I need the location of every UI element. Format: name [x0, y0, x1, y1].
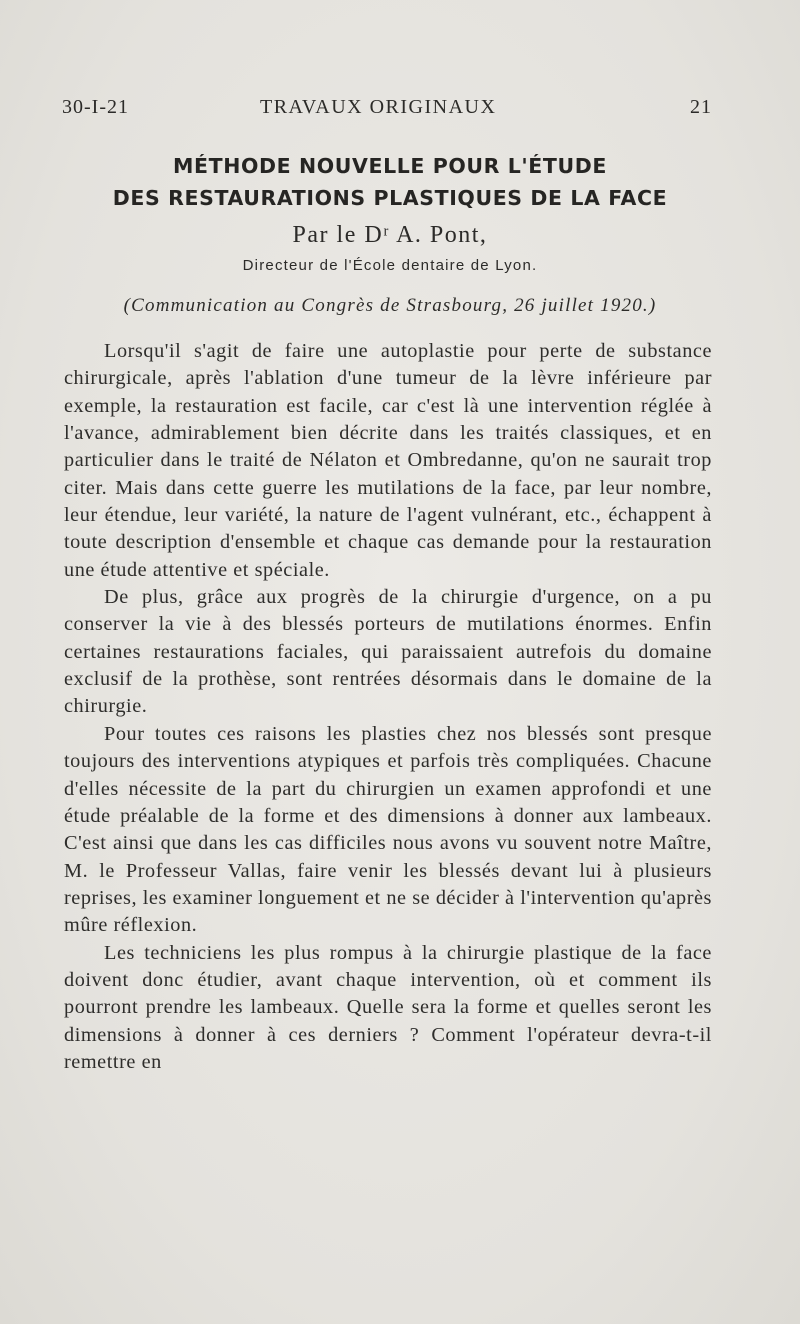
article-body — [64, 338, 712, 1076]
page-number: 21 — [690, 96, 712, 118]
communication-note: (Communication au Congrès de Strasbourg, 26 juillet 1920.) — [123, 295, 657, 316]
body-paragraph-1: Lorsqu'il s'agit de faire une autoplastie pour perte de substance chirurgicale, après l'ablation d'une tumeur de la lèvre inférieure par exemple, la restauration est facile, car c'est là une intervention réglée à l'avance, admirablement bien décrite dans les traités classiques, et en particulier dans le traité de Nélaton et Ombredanne, qu'on ne saurait trop citer. Mais dans cette guerre les mutilations de la face, par leur nombre, leur étendue, leur variété, la nature de l'agent vulnérant, etc., échappent à toute description d'ensemble et chaque cas demande pour la restauration une étude attentive et spéciale. — [64, 340, 712, 581]
body-paragraph-4: Les techniciens les plus rompus à la chirurgie plastique de la face doivent donc étudier, avant chaque intervention, où et comment ils pourront prendre les lambeaux. Quelle sera la forme et quelles seront les dimensions à donner à ces derniers ? Comment l'opérateur devra-t-il remettre en — [64, 941, 712, 1073]
issue-date: 30-I-21 — [62, 96, 129, 118]
author-byline: Par le Dʳ A. Pont, — [292, 222, 488, 248]
body-paragraph-3: Pour toutes ces raisons les plasties chez nos blessés sont presque toujours des interventions atypiques et parfois très compliquées. Chacune d'elles nécessite de la part du chirurgien un examen approfondi et une étude préalable de la forme et des dimensions à donner aux lambeaux. C'est ainsi que dans les cas difficiles nous avons vu souvent notre Maître, M. le Professeur Vallas, faire venir les blessés devant lui à plusieurs reprises, les examiner longuement et ne se décider à l'intervention qu'après mûre réflexion. — [64, 722, 712, 937]
running-head — [62, 96, 712, 124]
author-affiliation: Directeur de l'École dentaire de Lyon. — [242, 257, 538, 274]
section-title: TRAVAUX ORIGINAUX — [260, 96, 497, 118]
article-title-line-2: DES RESTAURATIONS PLASTIQUES DE LA FACE — [112, 186, 668, 210]
article-title-line-1: MÉTHODE NOUVELLE POUR L'ÉTUDE — [173, 154, 607, 178]
article-header — [40, 150, 740, 320]
article-title — [40, 150, 740, 214]
body-paragraph-2: De plus, grâce aux progrès de la chirurgie d'urgence, on a pu conserver la vie à des blessés porteurs de mutilations énormes. Enfin certaines restaurations faciales, qui paraissaient autrefois du domaine exclusif de la prothèse, sont rentrées désormais dans le domaine de la chirurgie. — [64, 586, 712, 718]
